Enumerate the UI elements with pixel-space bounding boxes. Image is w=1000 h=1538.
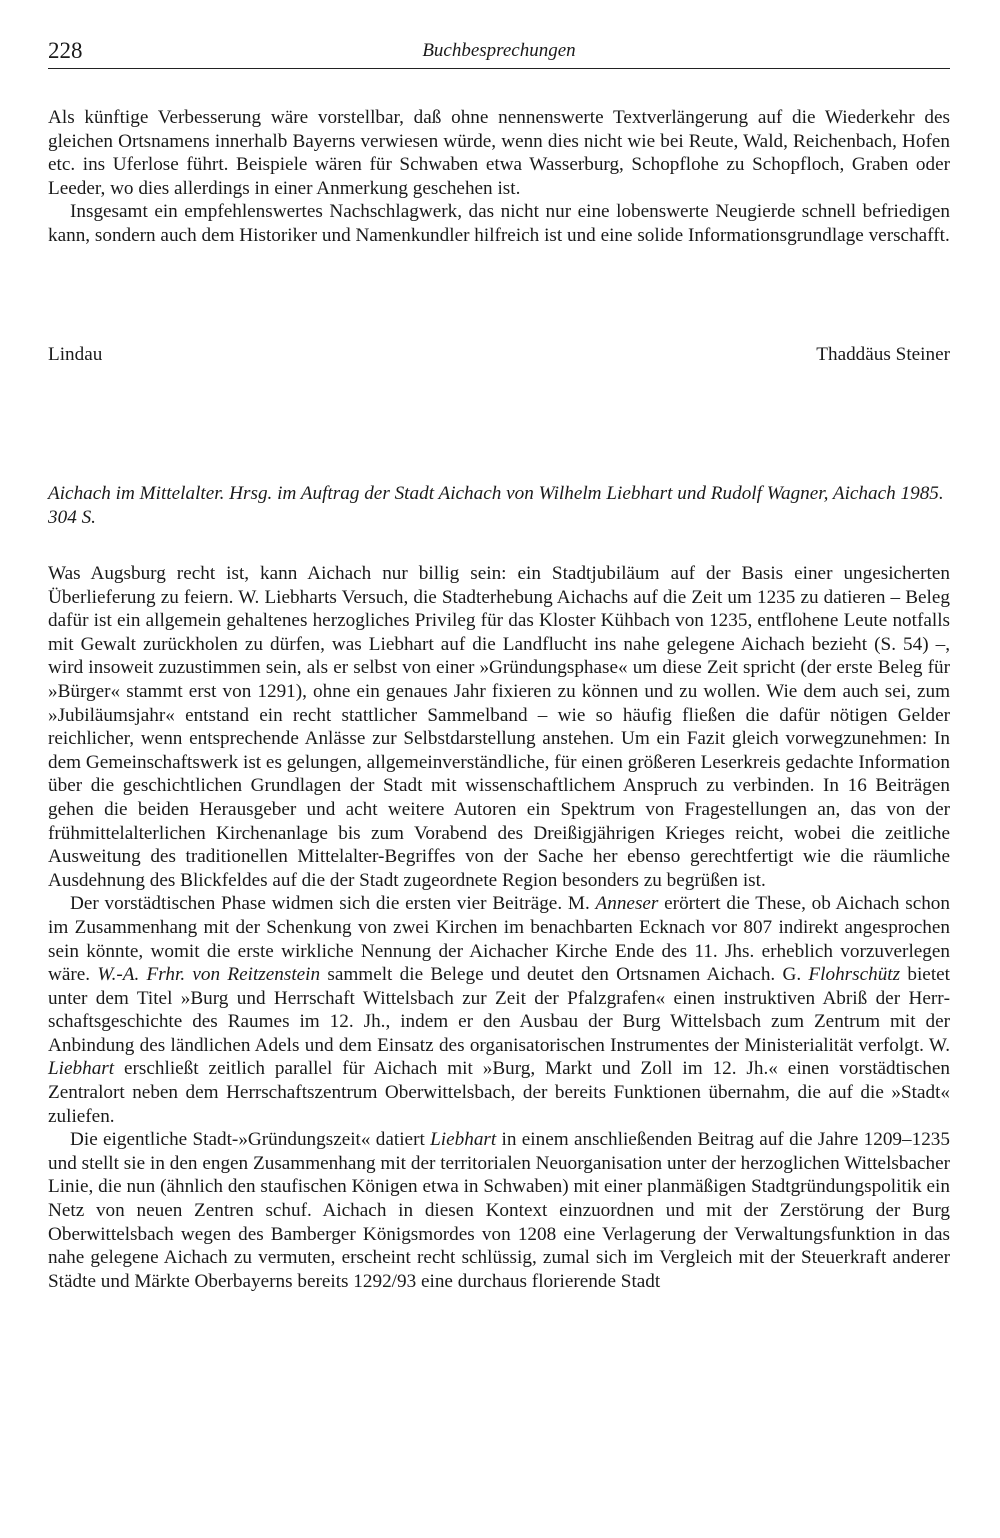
author-name: Flohrschütz [808, 964, 901, 986]
text-run: erörtert die These, ob Aichach schon im Zusammenhang mit der Schenkung von zwei Kirchen im benachbarten Ecknach vor 807 indirekt angesprochen sein könnte, womit die erste wirkliche Nennung der Aichacher Kirche Ende des 11. Jhs. erheblich vorzuverlegen wäre. [48, 893, 950, 986]
page-header [48, 38, 950, 69]
review-place: Lindau [48, 344, 103, 365]
paragraph [48, 892, 950, 1128]
text-run: Der vorstädtischen Phase widmen sich die ersten vier Beiträge. M. [70, 893, 596, 915]
text-run: Die eigentliche Stadt-»Gründungszeit« datiert [70, 1129, 431, 1151]
paragraph: Insgesamt ein empfehlenswertes Nachschlagwerk, das nicht nur eine lobenswerte Neugierde schnell befriedigen kann, sondern auch dem Historiker und Namenkundler hilfreich ist und eine solide Informationsgrundlage verschafft. [48, 201, 950, 246]
running-title: Buchbesprechungen [422, 40, 576, 61]
review-body [48, 562, 950, 1293]
paragraph: Als künftige Verbesserung wäre vorstellbar, daß ohne nennenswerte Textverlängerung auf die Wiederkehr des gleichen Ortsnamens innerhalb Bayerns verwiesen würde, wenn dies nicht wie bei Reute, Wald, Reichenbach, Hofen etc. ins Uferlose führt. Beispiele wären für Schwaben etwa Wasserburg, Schopflohe zu Schopfloch, Graben oder Leeder, wo dies allerdings in einer Anmerkung geschehen ist. [48, 107, 950, 199]
text-run: in einem anschließenden Beitrag auf die Jahre 1209–1235 und stellt sie in den engen Zusammenhang mit der territorialen Neuorganisation unter der herzoglichen Wittelsbacher Linie, die nun (ähnlich den staufischen Königen etwa in Schwaben) mit einer planmäßigen Stadtgründungspolitik ein Netz von neuen Zentren schuf. Aichach in diesen Kontext einzuordnen und mit der Zerstörung der Burg Oberwittelsbach wegen des Bamberger Königsmordes von 1208 eine Verlagerung der Verwaltungsfunktion in das nahe gelegene Aichach zu vermuten, erscheint recht schlüssig, zumal sich im Vergleich mit der Steuerkraft anderer Städte und Märkte Oberbayerns bereits 1292/93 eine durchaus florierende Stadt [48, 1129, 950, 1292]
book-citation: Aichach im Mittelalter. Hrsg. im Auftrag der Stadt Aichach von Wilhelm Liebhart und Rudolf Wagner, Aichach 1985. 304 S. [48, 483, 944, 528]
text-run: sammelt die Belege und deutet den Ortsnamen Aichach. G. [320, 964, 809, 986]
paragraph: Was Augsburg recht ist, kann Aichach nur billig sein: ein Stadtjubiläum auf der Basis einer ungesicherten Überlieferung zu feiern. W. Liebharts Versuch, die Stadterhebung Aichachs auf die Zeit um 1235 zu datieren – Beleg dafür ist ein allgemein gehaltenes herzogliches Privileg für das Kloster Kühbach von 1235, entflohene Leute notfalls mit Gewalt zurückholen zu dürfen, was Liebhart auf die Landflucht ins nahe gelegene Aichach bezieht (S. 54) –, wird insoweit zuzustimmen sein, als er selbst von einer »Gründungsphase« um diese Zeit spricht (der erste Beleg für »Bürger« stammt erst von 1291), ohne ein genaues Jahr fixieren zu können und zu wollen. Wie dem auch sei, zum »Jubiläumsjahr« entstand ein recht stattlicher Sammelband – wie so häufig fließen die dafür nötigen Gelder reichlicher, wenn entsprechende Anlässe zur Selbstdarstellung anstehen. Um ein Fazit gleich vorwegzunehmen: In dem Gemeinschaftswerk ist es gelungen, allgemeinverständliche, für einen größeren Leserkreis gedachte Information über die geschichtlichen Grundlagen der Stadt mit wissenschaftlichem Anspruch zu verbinden. In 16 Beiträgen gehen die beiden Herausgeber und acht weitere Autoren ein Spektrum von Fragestellungen an, das von der frühmittelalterlichen Kirchenanlage bis zum Vorabend des Dreißigjährigen Krieges reicht, wobei die zeitliche Ausweitung des traditionellen Mittelalter-Begriffes von der Sache her ebenso gerechtfertigt wie die räumliche Ausdehnung des Blickfeldes auf die der Stadt zugeordnete Region besonders zu begrüßen ist. [48, 563, 950, 891]
author-name: Anneser [595, 893, 659, 915]
page-number: 228 [48, 38, 83, 63]
paragraph [48, 1128, 950, 1293]
text-run: bietet unter dem Titel »Burg und Herrschaft Wittelsbach zur Zeit der Pfalzgrafen« einen instruktiven Abriß der Herrschaftsgeschichte des Raumes im 12. Jh., indem er den Ausbau der Burg Wittelsbach zum Zentrum mit der Anbindung des ländlichen Adels und dem Einsatz des organisatorischen Instrumentes der Ministerialität verfolgt. W. [48, 964, 951, 1056]
review-continuation [48, 106, 950, 248]
author-name: Liebhart [48, 1058, 115, 1080]
text-run: erschließt zeitlich parallel für Aichach mit »Burg, Markt und Zoll im 12. Jh.« einen vorstädtischen Zentralort neben dem Herrschaftszentrum Oberwittelsbach, der bereits Funktionen übernahm, die auf die »Stadt« zuliefen. [48, 1058, 950, 1127]
author-name: Liebhart [430, 1129, 497, 1151]
review-author: Thaddäus Steiner [816, 344, 950, 365]
author-name: W.-A. Frhr. von Reitzenstein [97, 964, 321, 986]
